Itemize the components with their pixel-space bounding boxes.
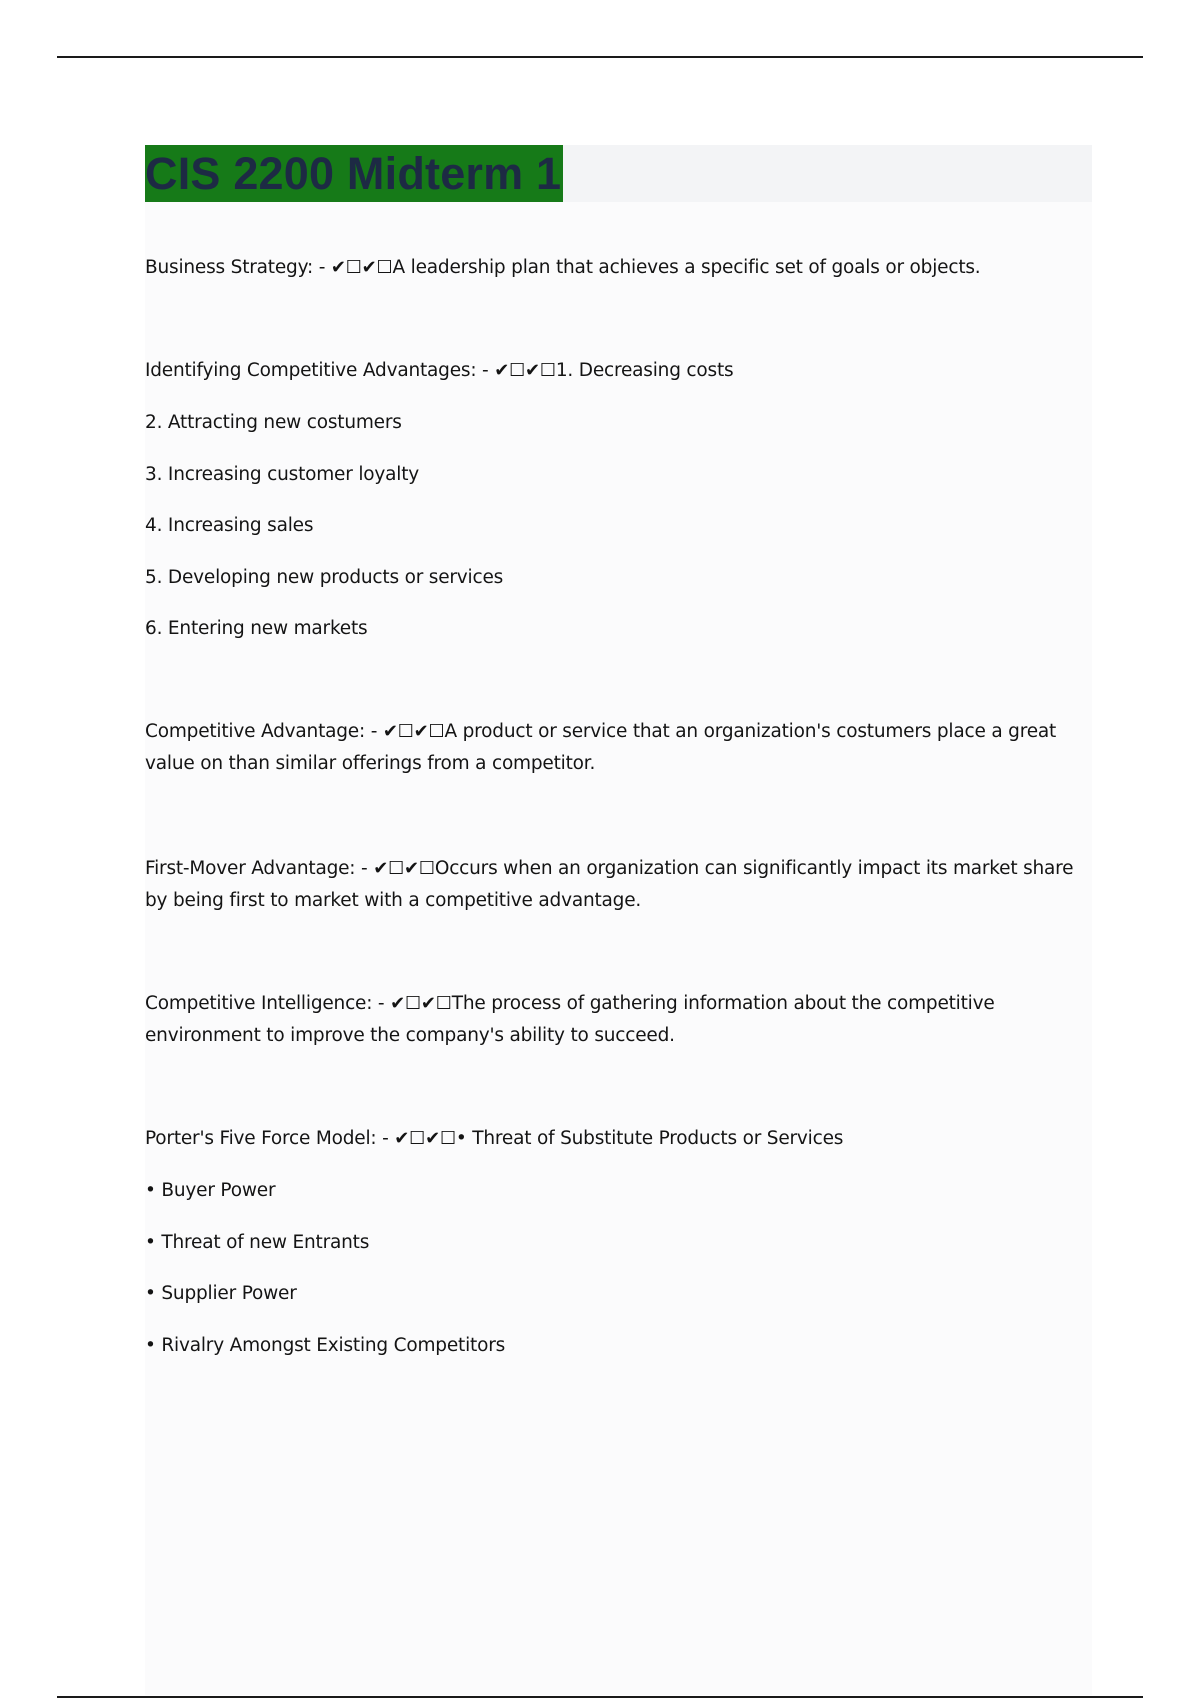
entry-first-mover-advantage [145,853,1073,885]
list-item: • Buyer Power [145,1180,276,1201]
entry-competitive-intelligence [145,988,995,1020]
definition-line: environment to improve the company's ability to succeed. [145,1025,675,1046]
definition-line: A product or service that an organization's costumers place a great [444,721,1057,742]
list-item: • Supplier Power [145,1283,297,1304]
top-rule [57,56,1143,58]
check-marker-icon: ✔☐✔☐ [382,721,445,742]
definition-line: 1. Decreasing costs [555,360,734,381]
bottom-rule [57,1696,1143,1698]
term-label: First-Mover Advantage: - [145,858,374,879]
check-marker-icon: ✔☐✔☐ [494,360,556,381]
definition-line: by being first to market with a competitive advantage. [145,890,642,911]
entry-porters-five-force-model [145,1123,843,1155]
term-label: Competitive Intelligence: - [145,993,391,1014]
term-label: Porter's Five Force Model: - [145,1128,395,1149]
check-marker-icon: ✔☐✔☐ [390,993,452,1014]
list-item: 4. Increasing sales [145,515,314,536]
entry-competitive-advantage [145,716,1056,748]
check-marker-icon: ✔☐✔☐ [394,1128,456,1149]
check-marker-icon: ✔☐✔☐ [330,257,393,278]
definition-line: • Threat of Substitute Products or Services [455,1128,844,1149]
definition-line: The process of gathering information about the competitive [451,993,995,1014]
entry-business-strategy [145,252,981,284]
definition-line: Occurs when an organization can significantly impact its market share [434,858,1074,879]
definition-line: value on than similar offerings from a competitor. [145,753,596,774]
list-item: 5. Developing new products or services [145,567,504,588]
page-title: CIS 2200 Midterm 1 [145,145,563,202]
list-item: • Threat of new Entrants [145,1232,370,1253]
list-item: 2. Attracting new costumers [145,412,402,433]
check-marker-icon: ✔☐✔☐ [373,858,435,879]
term-label: Business Strategy: - [145,257,331,278]
list-item: 6. Entering new markets [145,618,368,639]
entry-identifying-competitive-advantages [145,355,733,387]
term-label: Competitive Advantage: - [145,721,383,742]
term-label: Identifying Competitive Advantages: - [145,360,495,381]
list-item: 3. Increasing customer loyalty [145,464,420,485]
list-item: • Rivalry Amongst Existing Competitors [145,1335,506,1356]
definition-line: A leadership plan that achieves a specific set of goals or objects. [392,257,981,278]
